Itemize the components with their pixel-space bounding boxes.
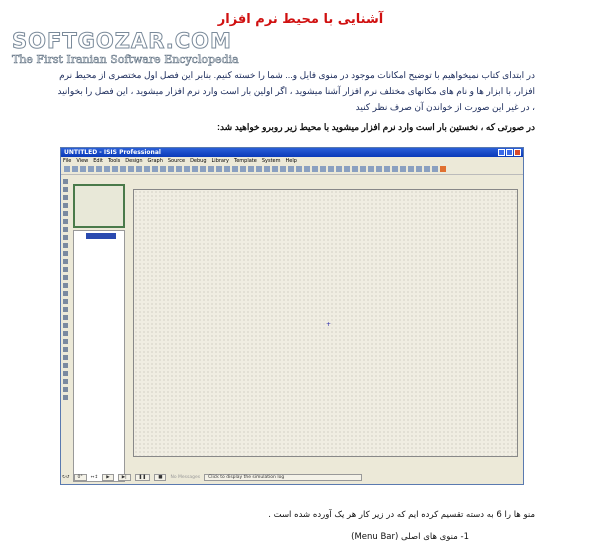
- paragraph-line: افزار، با ابزار ها و نام های مکانهای مختلف نرم افزار آشنا میشوید ، اگر اولین بار است وارد نرم افزار میشوید ، این فصل را بخوانید: [57, 86, 535, 96]
- window-titlebar: [61, 148, 523, 157]
- toolbar-button-icon[interactable]: [168, 166, 174, 172]
- close-icon[interactable]: [514, 149, 521, 156]
- palette-tool-icon[interactable]: [63, 323, 68, 328]
- palette-tool-icon[interactable]: [63, 243, 68, 248]
- status-message: No Messages: [170, 474, 201, 480]
- schematic-canvas[interactable]: [133, 189, 518, 457]
- page-title: آشنایی با محیط نرم افزار: [217, 12, 384, 27]
- palette-tool-icon[interactable]: [63, 315, 68, 320]
- tool-palette: [62, 177, 70, 439]
- palette-tool-icon[interactable]: [63, 283, 68, 288]
- toolbar-button-icon[interactable]: [216, 166, 222, 172]
- watermark-logo: SOFTGOZAR.COM: [12, 29, 232, 53]
- menu-item-help[interactable]: Help: [285, 158, 297, 164]
- menu-item-library[interactable]: Library: [211, 158, 229, 164]
- toolbar-button-icon[interactable]: [80, 166, 86, 172]
- maximize-icon[interactable]: [506, 149, 513, 156]
- palette-tool-icon[interactable]: [63, 227, 68, 232]
- step-button[interactable]: ▶|: [118, 474, 131, 481]
- toolbar-button-icon[interactable]: [296, 166, 302, 172]
- palette-tool-icon[interactable]: [63, 291, 68, 296]
- toolbar-button-icon[interactable]: [112, 166, 118, 172]
- palette-tool-icon[interactable]: [63, 347, 68, 352]
- palette-tool-icon[interactable]: [63, 211, 68, 216]
- overview-window: [73, 184, 125, 228]
- toolbar-button-icon[interactable]: [288, 166, 294, 172]
- paragraph-line: ، در غیر این صورت از خواندن آن صرف نظر کنید: [355, 102, 535, 112]
- toolbar-button-icon[interactable]: [360, 166, 366, 172]
- toolbar-button-icon[interactable]: [64, 166, 70, 172]
- section-heading: 1- منوی های اصلی (Menu Bar): [351, 532, 469, 542]
- toolbar-button-icon[interactable]: [392, 166, 398, 172]
- toolbar-button-icon[interactable]: [240, 166, 246, 172]
- rotate-icon[interactable]: ↻↺: [62, 474, 70, 480]
- toolbar-button-icon[interactable]: [256, 166, 262, 172]
- menu-item-debug[interactable]: Debug: [190, 158, 207, 164]
- toolbar-button-icon[interactable]: [136, 166, 142, 172]
- menu-item-file[interactable]: File: [63, 158, 72, 164]
- toolbar-button-icon[interactable]: [384, 166, 390, 172]
- paragraph-line: در ابتدای کتاب نمیخواهیم با توضیح امکانات موجود در منوی فایل و... شما را خسته کنیم. بنابر این فصل اول مختصری از محیط نرم: [59, 70, 535, 80]
- pause-button[interactable]: ❚❚: [135, 474, 151, 481]
- menu-item-edit[interactable]: Edit: [93, 158, 103, 164]
- palette-tool-icon[interactable]: [63, 395, 68, 400]
- toolbar-button-icon[interactable]: [440, 166, 446, 172]
- rotation-field[interactable]: 0°: [74, 474, 87, 481]
- stop-button[interactable]: ■: [154, 474, 166, 481]
- toolbar-button-icon[interactable]: [200, 166, 206, 172]
- palette-tool-icon[interactable]: [63, 363, 68, 368]
- palette-tool-icon[interactable]: [63, 307, 68, 312]
- menu-item-system[interactable]: System: [261, 158, 281, 164]
- palette-tool-icon[interactable]: [63, 267, 68, 272]
- toolbar-button-icon[interactable]: [368, 166, 374, 172]
- play-button[interactable]: ▶: [102, 474, 113, 481]
- toolbar-button-icon[interactable]: [400, 166, 406, 172]
- simulation-log-hint[interactable]: Click to display the simulation log: [204, 474, 362, 481]
- palette-tool-icon[interactable]: [63, 259, 68, 264]
- palette-tool-icon[interactable]: [63, 219, 68, 224]
- menu-item-template[interactable]: Template: [234, 158, 257, 164]
- device-list: [73, 230, 125, 482]
- palette-tool-icon[interactable]: [63, 355, 68, 360]
- toolbar-button-icon[interactable]: [272, 166, 278, 172]
- palette-tool-icon[interactable]: [63, 235, 68, 240]
- palette-tool-icon[interactable]: [63, 371, 68, 376]
- toolbar-button-icon[interactable]: [304, 166, 310, 172]
- toolbar-button-icon[interactable]: [104, 166, 110, 172]
- device-list-selection[interactable]: [86, 233, 116, 239]
- toolbar-button-icon[interactable]: [88, 166, 94, 172]
- toolbar-button-icon[interactable]: [128, 166, 134, 172]
- toolbar-button-icon[interactable]: [208, 166, 214, 172]
- toolbar-button-icon[interactable]: [328, 166, 334, 172]
- menu-item-source[interactable]: Source: [167, 158, 186, 164]
- status-bar: [62, 472, 523, 482]
- palette-tool-icon[interactable]: [63, 179, 68, 184]
- toolbar-button-icon[interactable]: [192, 166, 198, 172]
- toolbar: [61, 165, 523, 175]
- palette-tool-icon[interactable]: [63, 251, 68, 256]
- menu-item-design[interactable]: Design: [125, 158, 143, 164]
- toolbar-button-icon[interactable]: [336, 166, 342, 172]
- palette-tool-icon[interactable]: [63, 379, 68, 384]
- toolbar-button-icon[interactable]: [96, 166, 102, 172]
- palette-tool-icon[interactable]: [63, 195, 68, 200]
- toolbar-button-icon[interactable]: [176, 166, 182, 172]
- toolbar-button-icon[interactable]: [352, 166, 358, 172]
- menu-item-view[interactable]: View: [76, 158, 89, 164]
- window-title: UNTITLED - ISIS Professional: [64, 149, 161, 156]
- toolbar-button-icon[interactable]: [312, 166, 318, 172]
- palette-tool-icon[interactable]: [63, 331, 68, 336]
- toolbar-button-icon[interactable]: [232, 166, 238, 172]
- palette-tool-icon[interactable]: [63, 275, 68, 280]
- toolbar-button-icon[interactable]: [280, 166, 286, 172]
- toolbar-button-icon[interactable]: [424, 166, 430, 172]
- toolbar-button-icon[interactable]: [432, 166, 438, 172]
- toolbar-button-icon[interactable]: [344, 166, 350, 172]
- toolbar-button-icon[interactable]: [152, 166, 158, 172]
- toolbar-button-icon[interactable]: [184, 166, 190, 172]
- toolbar-button-icon[interactable]: [248, 166, 254, 172]
- toolbar-button-icon[interactable]: [160, 166, 166, 172]
- palette-tool-icon[interactable]: [63, 203, 68, 208]
- toolbar-button-icon[interactable]: [416, 166, 422, 172]
- toolbar-button-icon[interactable]: [72, 166, 78, 172]
- intro-text: در صورتی که ، نخستین بار است وارد نرم افزار میشوید با محیط زیر روبرو خواهید شد:: [216, 122, 535, 132]
- watermark-tagline: The First Iranian Software Encyclopedia: [12, 53, 239, 66]
- toolbar-button-icon[interactable]: [224, 166, 230, 172]
- mirror-icon[interactable]: ↔↕: [90, 474, 99, 480]
- footer-text: منو ها را 6 به دسته تقسیم کرده ایم که در زیر کار هر یک آورده شده است .: [268, 510, 535, 520]
- toolbar-button-icon[interactable]: [408, 166, 414, 172]
- menu-item-tools[interactable]: Tools: [107, 158, 121, 164]
- menu-bar: [61, 157, 523, 165]
- toolbar-button-icon[interactable]: [120, 166, 126, 172]
- palette-tool-icon[interactable]: [63, 299, 68, 304]
- toolbar-button-icon[interactable]: [144, 166, 150, 172]
- palette-tool-icon[interactable]: [63, 187, 68, 192]
- menu-item-graph[interactable]: Graph: [147, 158, 163, 164]
- minimize-icon[interactable]: [498, 149, 505, 156]
- palette-tool-icon[interactable]: [63, 387, 68, 392]
- toolbar-button-icon[interactable]: [264, 166, 270, 172]
- app-screenshot: [60, 147, 524, 485]
- toolbar-button-icon[interactable]: [320, 166, 326, 172]
- origin-marker-icon: +: [326, 321, 332, 328]
- palette-tool-icon[interactable]: [63, 339, 68, 344]
- toolbar-button-icon[interactable]: [376, 166, 382, 172]
